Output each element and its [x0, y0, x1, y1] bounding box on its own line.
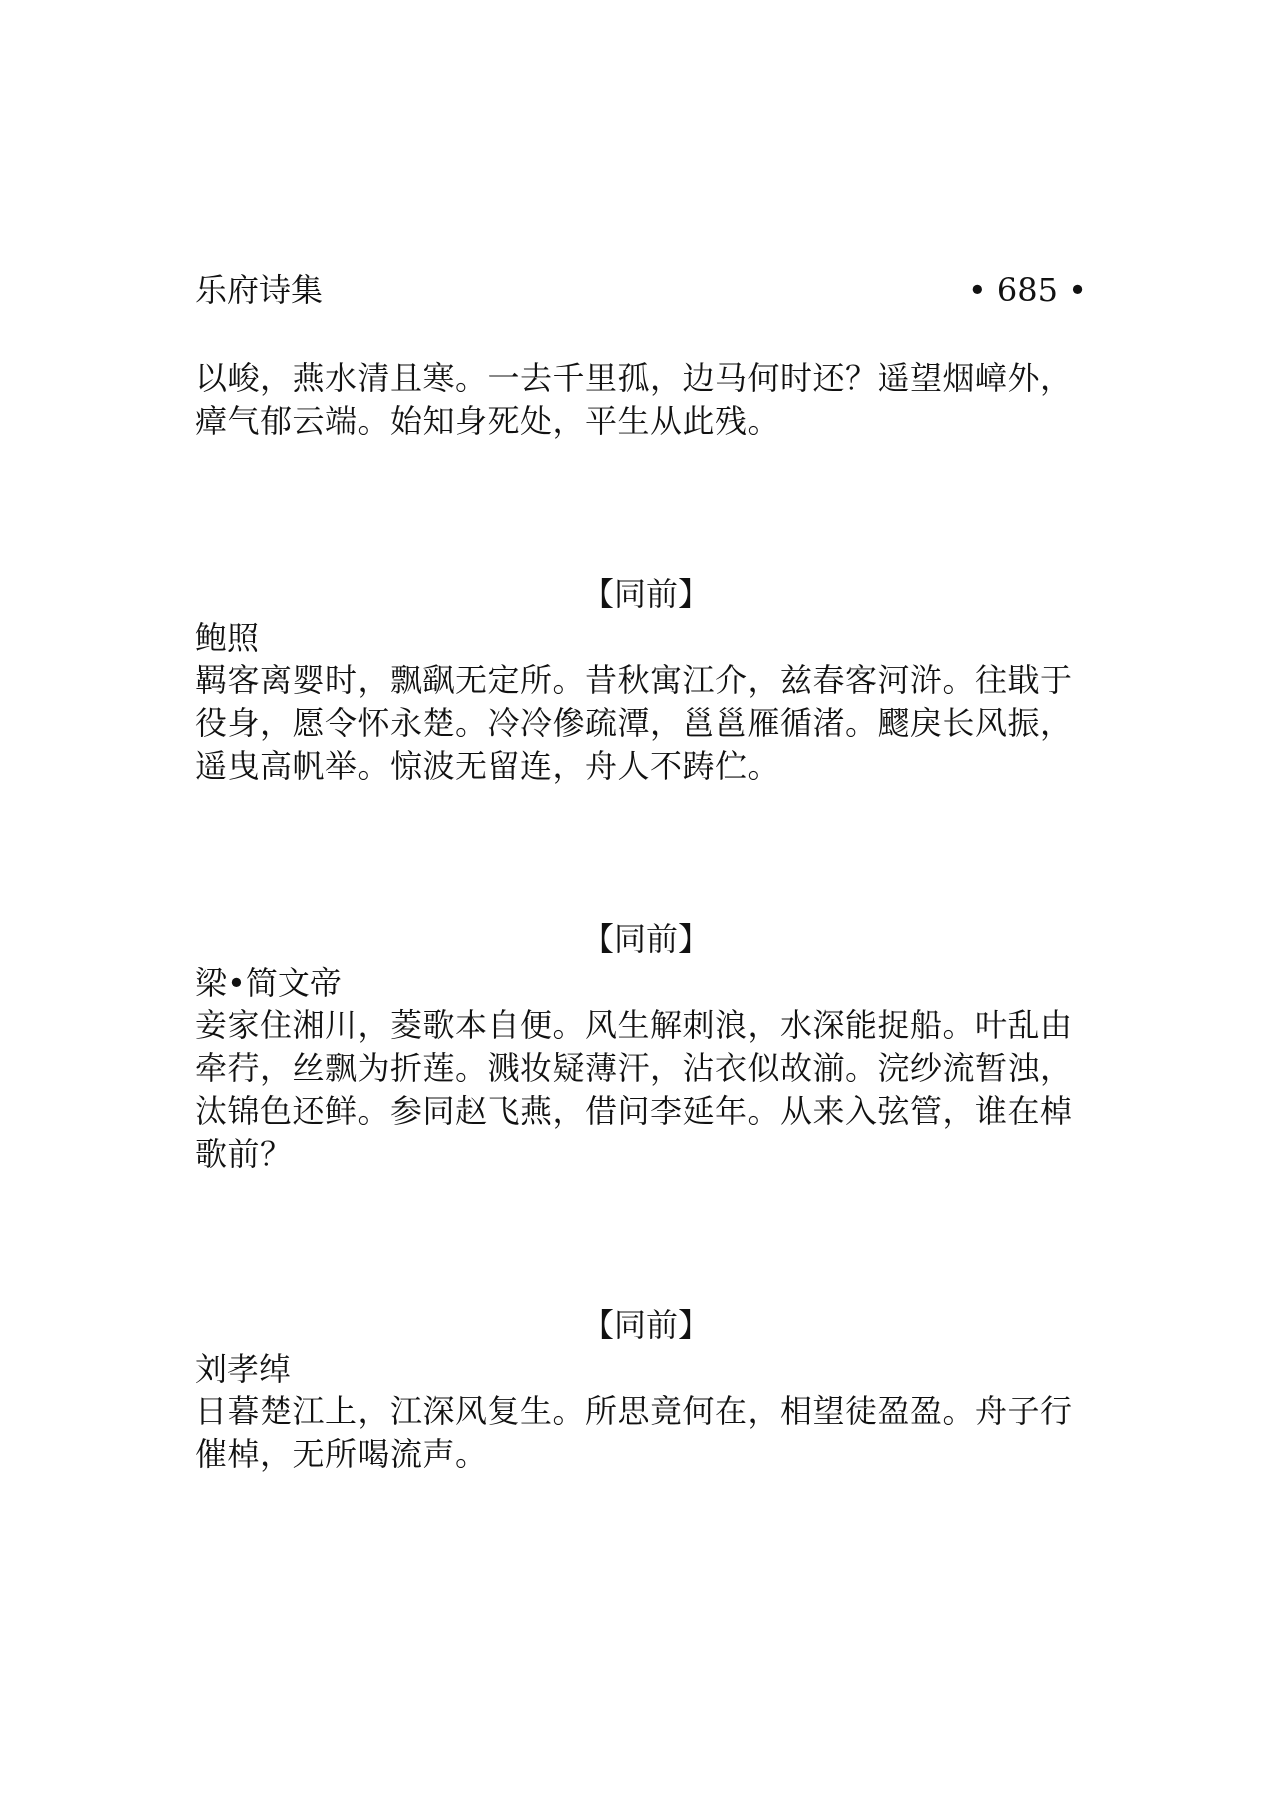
section-heading: 【同前】	[581, 575, 710, 613]
section-heading: 【同前】	[581, 1306, 710, 1344]
page-number: • 685 •	[967, 271, 1087, 309]
poem-text	[195, 659, 1095, 788]
text-line: 遥曳高帆举。惊波无留连，舟人不踌伫。	[195, 747, 781, 785]
text-line: 日暮楚江上，江深风复生。所思竟何在，相望徒盈盈。舟子行	[195, 1392, 1073, 1430]
poem-author: 鲍照	[195, 619, 260, 657]
page-header	[195, 268, 1087, 312]
text-line: 役身，愿令怀永楚。冷冷傪疏潭，邕邕雁循渚。飂戾长风振，	[195, 704, 1073, 742]
section-heading: 【同前】	[581, 920, 710, 958]
text-line: 以峻，燕水清且寒。一去千里孤，边马何时还？遥望烟嶂外，	[195, 359, 1073, 397]
text-line: 羁客离婴时，飘飖无定所。昔秋寓江介，兹春客河浒。往戢于	[195, 661, 1073, 699]
poem-text	[195, 1390, 1095, 1476]
text-line: 汰锦色还鲜。参同赵飞燕，借问李延年。从来入弦管，谁在棹	[195, 1092, 1073, 1130]
text-line: 瘴气郁云端。始知身死处，平生从此残。	[195, 402, 781, 440]
text-line: 妾家住湘川，菱歌本自便。风生解刺浪，水深能捉船。叶乱由	[195, 1006, 1073, 1044]
poem-author: 梁•简文帝	[195, 964, 342, 1002]
book-title: 乐府诗集	[195, 271, 324, 309]
continuation-text	[195, 357, 1095, 443]
text-line: 牵荇，丝飘为折莲。溅妆疑薄汗，沾衣似故湔。浣纱流暂浊，	[195, 1049, 1073, 1087]
text-line: 催棹，无所喝流声。	[195, 1435, 488, 1473]
text-line: 歌前？	[195, 1135, 293, 1173]
poem-text	[195, 1004, 1095, 1176]
poem-author: 刘孝绰	[195, 1350, 292, 1388]
